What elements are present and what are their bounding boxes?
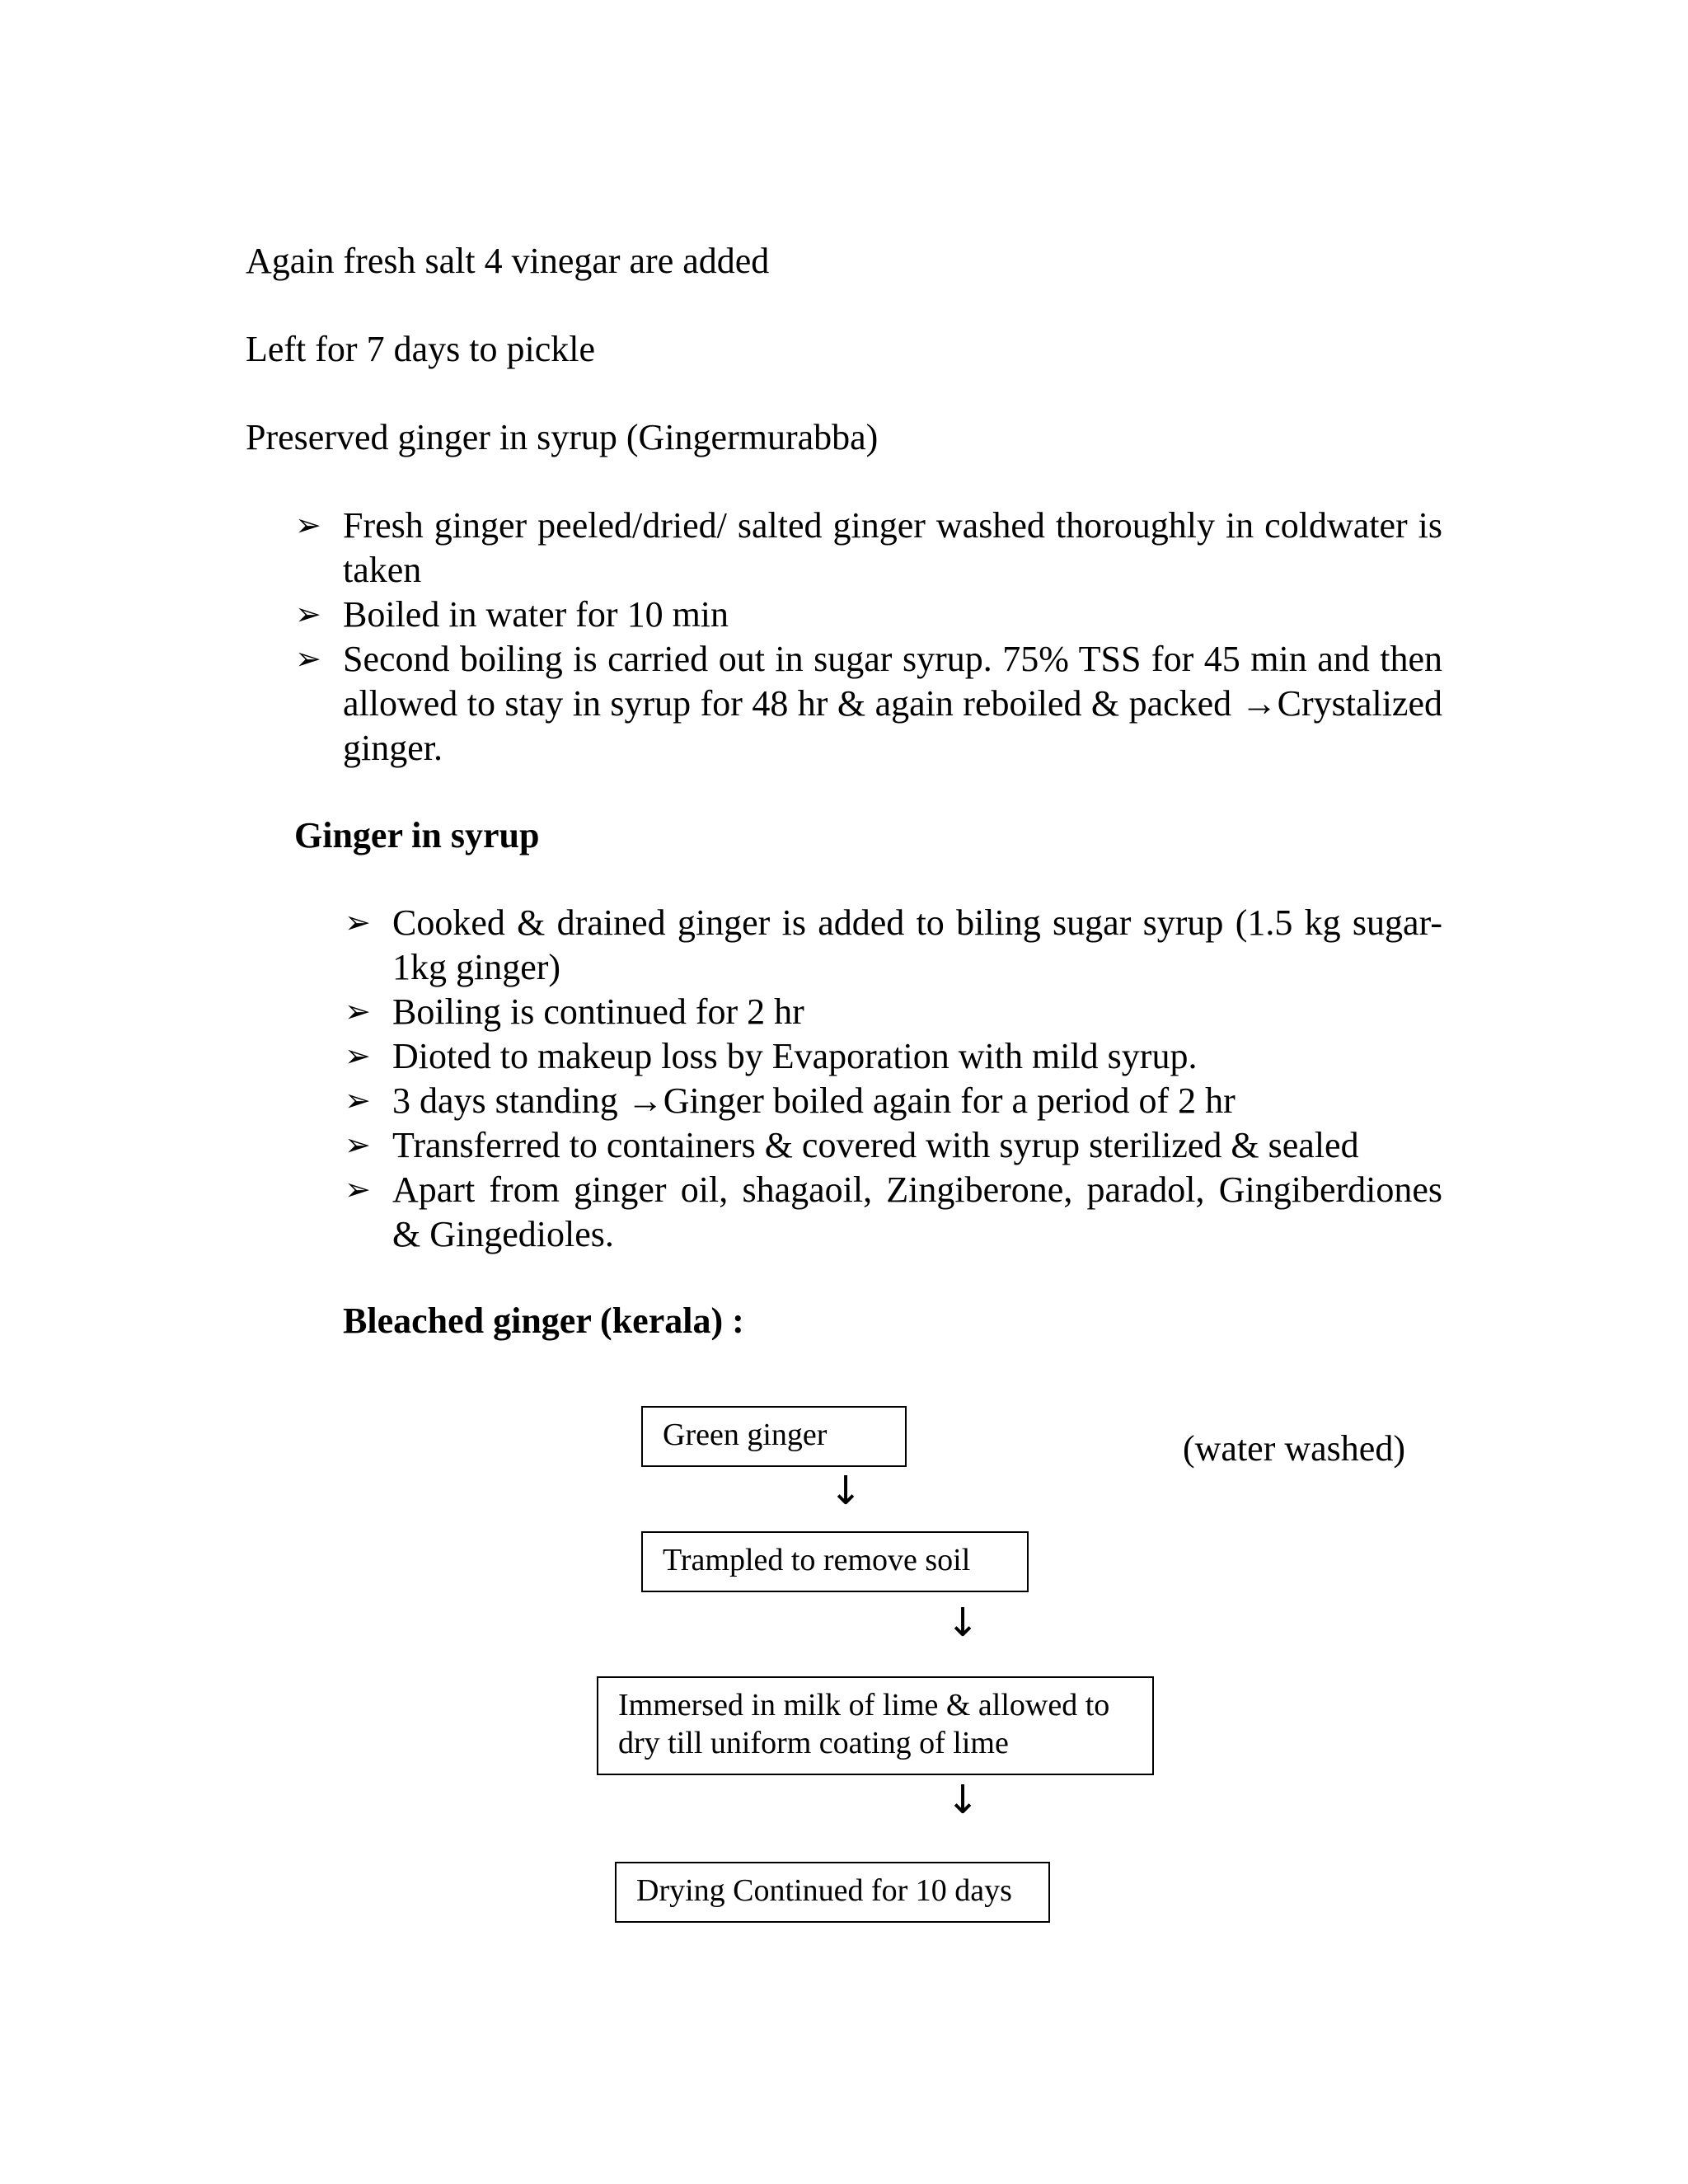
list-item: ➢ Fresh ginger peeled/dried/ salted ginger washed thoroughly in coldwater is taken — [295, 505, 1442, 590]
bullet-arrow-icon: ➢ — [345, 906, 371, 940]
flow-box-milk-of-lime: Immersed in milk of lime & allowed to dry till uniform coating of lime — [597, 1676, 1154, 1775]
flow-box-drying: Drying Continued for 10 days — [615, 1862, 1050, 1923]
list-item: ➢ Second boiling is carried out in sugar syrup. 75% TSS for 45 min and then allowed to stay in syrup for 48 hr & again reboiled & packed →Crystalized ginger. — [295, 639, 1442, 768]
list-item: ➢ Dioted to makeup loss by Evaporation with mild syrup. — [392, 1034, 1442, 1079]
flow-arrow-down-icon: ↓ — [946, 1600, 980, 1646]
list-item: ➢ Cooked & drained ginger is added to biling sugar syrup (1.5 kg sugar- 1kg ginger) — [345, 902, 1442, 987]
bullet-arrow-icon: ➢ — [295, 642, 321, 677]
bullet-arrow-icon: ➢ — [295, 509, 321, 543]
syrup-steps-list — [345, 901, 1442, 1257]
list-item: ➢ Apart from ginger oil, shagaoil, Zingiberone, paradol, Gingiberdiones & Gingedioles. — [345, 1169, 1442, 1254]
flow-box-trampled: Trampled to remove soil — [641, 1531, 1029, 1592]
list-item: ➢ Boiling is continued for 2 hr — [392, 990, 1442, 1034]
bullet-arrow-icon: ➢ — [345, 1173, 371, 1207]
murabba-steps-list — [295, 504, 1442, 771]
list-item: ➢ 3 days standing →Ginger boiled again for a period of 2 hr — [392, 1079, 1442, 1123]
bullet-arrow-icon: ➢ — [345, 1084, 371, 1118]
heading-bleached-ginger: Bleached ginger (kerala) : — [343, 1301, 744, 1341]
bullet-arrow-icon: ➢ — [345, 1128, 371, 1163]
intro-line-pickle: Left for 7 days to pickle — [246, 329, 595, 369]
flow-box-green-ginger: Green ginger — [641, 1406, 907, 1467]
flow-arrow-down-icon: ↓ — [829, 1468, 863, 1514]
intro-line-salt-vinegar: Again fresh salt 4 vinegar are added — [246, 241, 770, 281]
flow-arrow-down-icon: ↓ — [946, 1777, 980, 1823]
list-item: ➢ Boiled in water for 10 min — [343, 593, 1442, 637]
heading-ginger-in-syrup: Ginger in syrup — [294, 815, 540, 855]
bullet-arrow-icon: ➢ — [295, 598, 321, 632]
bullet-arrow-icon: ➢ — [345, 1039, 371, 1074]
note-water-washed: (water washed) — [1183, 1428, 1405, 1469]
section-title-murabba: Preserved ginger in syrup (Gingermurabba) — [246, 417, 879, 457]
list-item: ➢ Transferred to containers & covered with syrup sterilized & sealed — [392, 1123, 1442, 1168]
bullet-arrow-icon: ➢ — [345, 995, 371, 1029]
